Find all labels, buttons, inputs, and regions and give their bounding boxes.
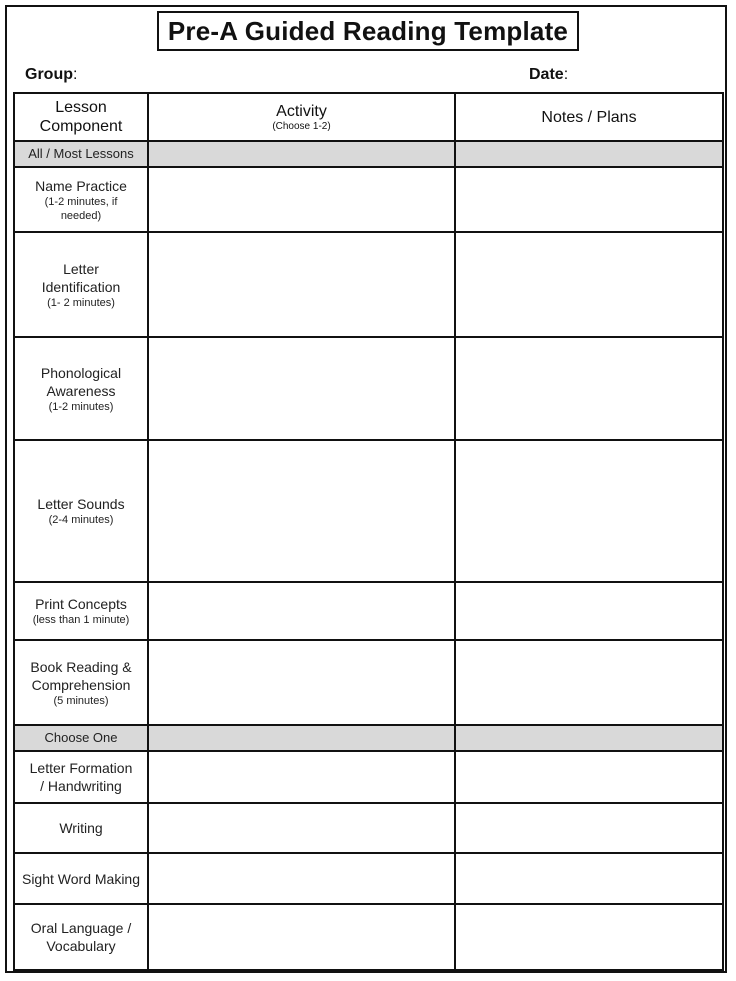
header-activity-sub: (Choose 1-2) [272, 120, 331, 132]
section-all-notes [455, 141, 723, 167]
notes-cell[interactable] [455, 640, 723, 725]
activity-cell[interactable] [148, 853, 455, 904]
page-title: Pre-A Guided Reading Template [167, 15, 569, 46]
component-name: Phonological [40, 364, 122, 381]
title-box [157, 11, 579, 51]
activity-cell[interactable] [148, 232, 455, 337]
table-row [14, 167, 723, 232]
group-colon: : [73, 66, 78, 83]
component-name: Letter [63, 260, 99, 277]
header-notes-label: Notes / Plans [541, 108, 637, 126]
notes-cell[interactable] [455, 853, 723, 904]
notes-cell[interactable] [455, 751, 723, 803]
section-all-activity [148, 141, 455, 167]
lesson-table [13, 92, 724, 971]
section-choose-activity [148, 725, 455, 751]
table-row [14, 440, 723, 582]
component-cell [14, 582, 148, 640]
table-row [14, 751, 723, 803]
section-all-cell [14, 141, 148, 167]
component-name: Oral Language / [30, 920, 132, 936]
component-name: Letter Sounds [37, 496, 125, 512]
group-field [25, 66, 77, 84]
activity-cell[interactable] [148, 167, 455, 232]
component-name: Sight Word Making [21, 870, 140, 887]
activity-cell[interactable] [148, 640, 455, 725]
component-cell [14, 232, 148, 337]
header-row [14, 93, 723, 141]
component-time: needed) [60, 209, 102, 222]
notes-cell[interactable] [455, 167, 723, 232]
section-row-all [14, 141, 723, 167]
notes-cell[interactable] [455, 803, 723, 853]
group-label: Group [25, 66, 73, 83]
header-component-line1: Lesson [55, 99, 107, 116]
activity-cell[interactable] [148, 440, 455, 582]
component-name: Book Reading & [30, 658, 132, 675]
component-cell [14, 751, 148, 803]
table-row [14, 803, 723, 853]
section-all-label: All / Most Lessons [28, 146, 134, 161]
activity-cell[interactable] [148, 337, 455, 440]
section-choose-notes [455, 725, 723, 751]
component-cell [14, 853, 148, 904]
component-cell [14, 904, 148, 970]
activity-cell[interactable] [148, 904, 455, 970]
component-name: / Handwriting [40, 778, 122, 794]
component-name: Comprehension [31, 676, 131, 693]
table-row [14, 904, 723, 970]
header-activity [148, 93, 455, 141]
component-cell [14, 337, 148, 440]
date-field [529, 66, 568, 84]
component-time: (5 minutes) [53, 694, 109, 707]
table-row [14, 640, 723, 725]
component-time: (1- 2 minutes) [47, 296, 115, 309]
notes-cell[interactable] [455, 904, 723, 970]
section-choose-label: Choose One [44, 730, 118, 745]
table-row [14, 853, 723, 904]
activity-cell[interactable] [148, 803, 455, 853]
notes-cell[interactable] [455, 232, 723, 337]
notes-cell[interactable] [455, 582, 723, 640]
notes-cell[interactable] [455, 337, 723, 440]
header-component-line2: Component [39, 118, 123, 135]
component-time: (2-4 minutes) [48, 514, 114, 526]
header-component [14, 93, 148, 141]
date-colon: : [563, 66, 569, 83]
component-cell [14, 440, 148, 582]
date-label: Date [529, 66, 564, 83]
table-row [14, 232, 723, 337]
section-row-choose [14, 725, 723, 751]
header-notes [455, 93, 723, 141]
component-name: Letter Formation [29, 760, 133, 776]
component-cell [14, 803, 148, 853]
component-name: Writing [59, 820, 103, 836]
component-name: Name Practice [35, 177, 127, 194]
component-time: (1-2 minutes, if [44, 195, 118, 208]
component-name: Vocabulary [46, 938, 116, 954]
activity-cell[interactable] [148, 751, 455, 803]
component-cell [14, 167, 148, 232]
table-row [14, 582, 723, 640]
header-activity-label: Activity [276, 102, 327, 120]
component-cell [14, 640, 148, 725]
component-name: Awareness [46, 382, 116, 399]
component-name: Print Concepts [35, 596, 127, 612]
activity-cell[interactable] [148, 582, 455, 640]
notes-cell[interactable] [455, 440, 723, 582]
component-time: (1-2 minutes) [48, 400, 114, 413]
table-row [14, 337, 723, 440]
component-name: Identification [41, 278, 121, 295]
section-choose-cell [14, 725, 148, 751]
component-time: (less than 1 minute) [32, 614, 130, 626]
